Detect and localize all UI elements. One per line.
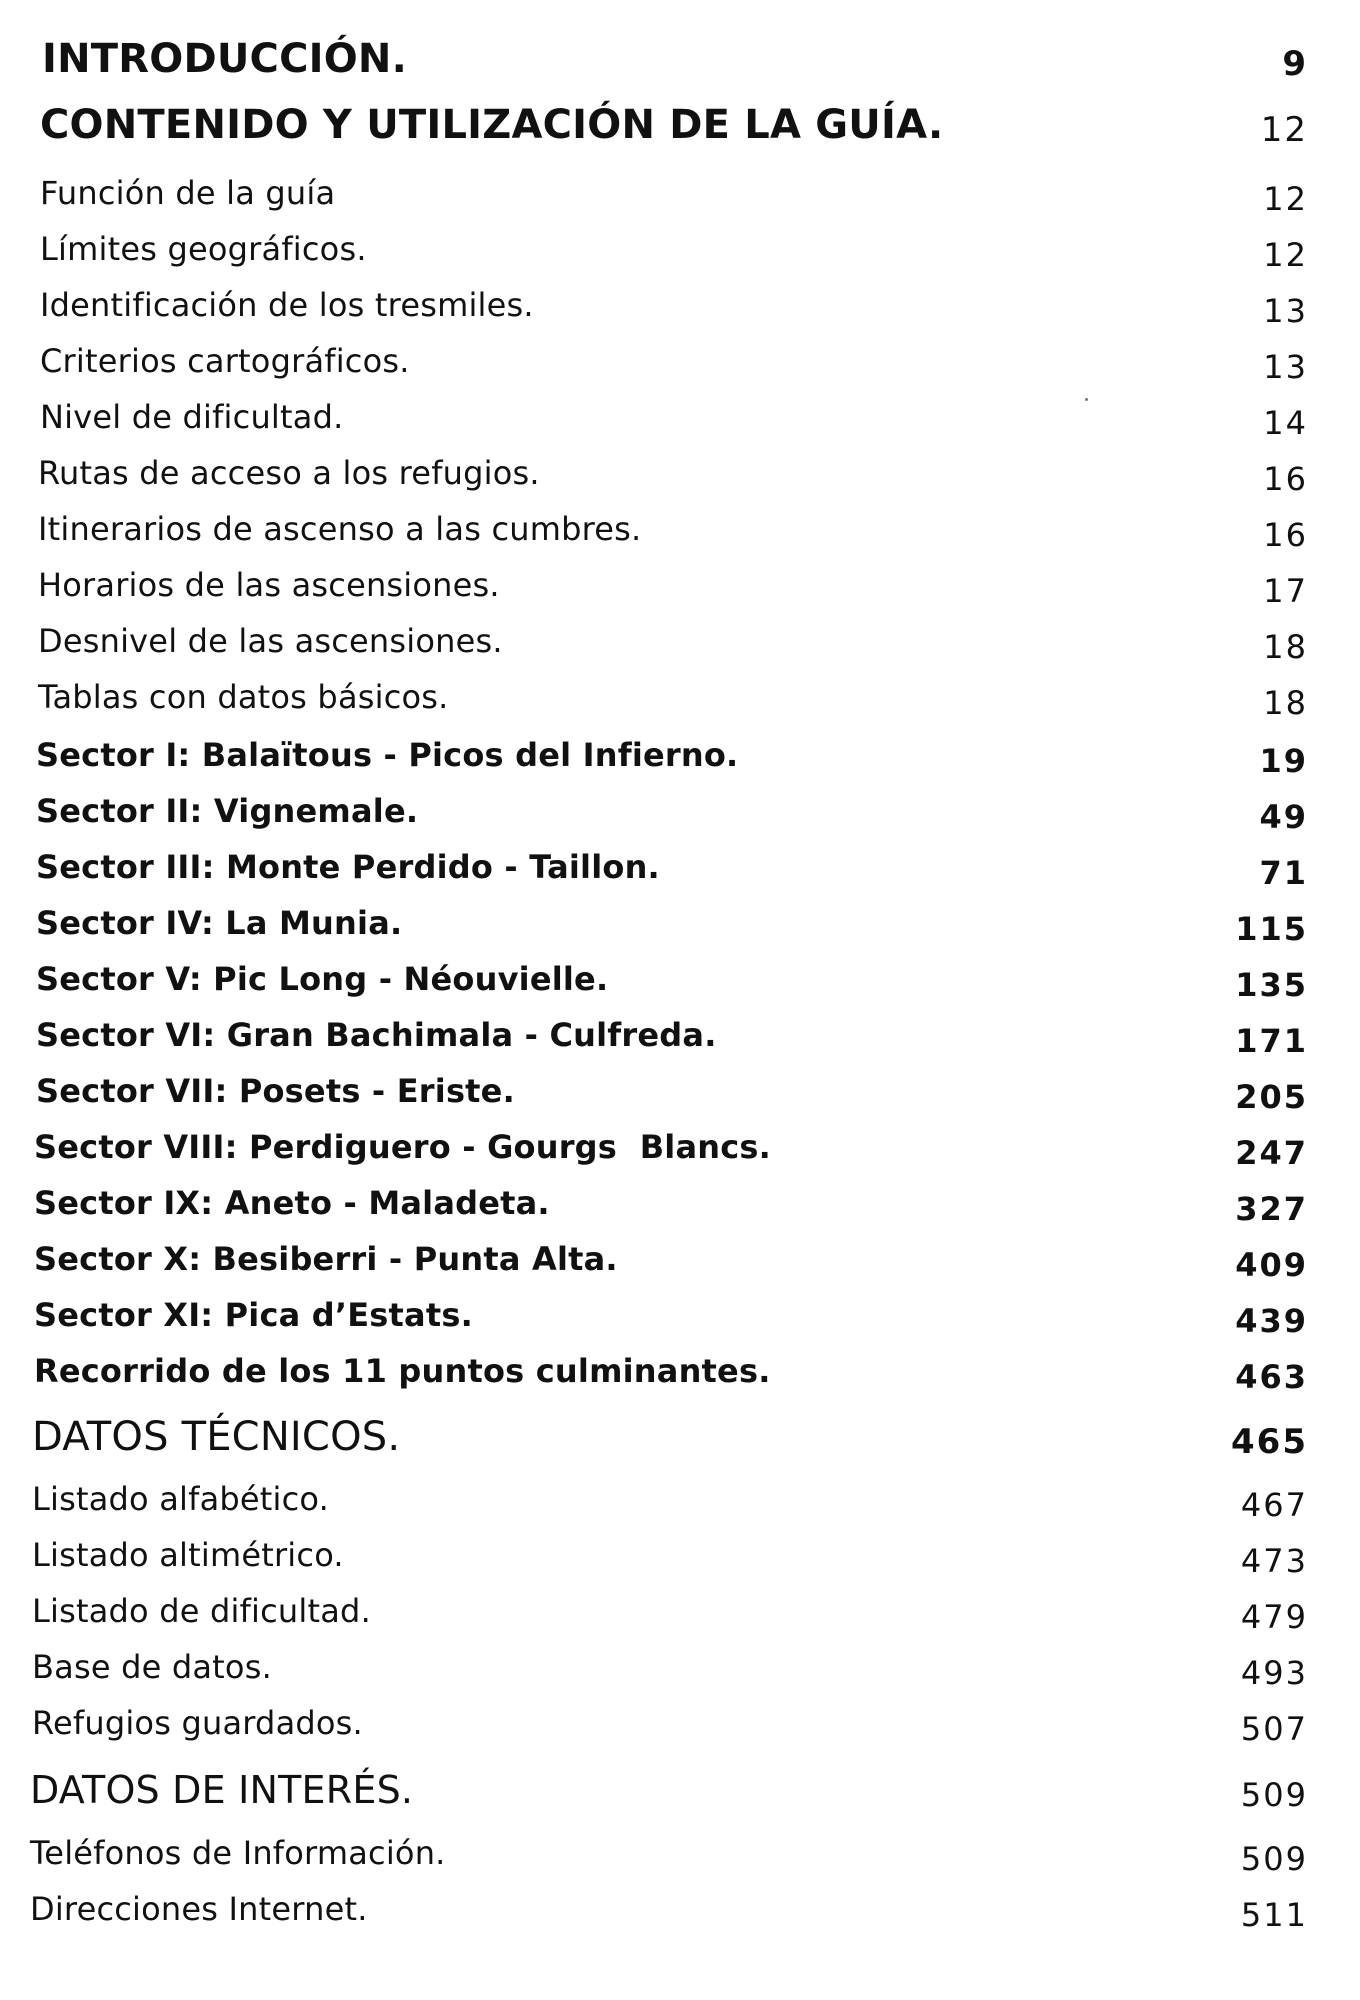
toc-entry-sector-11 [0, 1292, 1360, 1342]
toc-entry-title: Listado de dificultad. [32, 1592, 371, 1630]
toc-entry-rutas [0, 450, 1360, 500]
toc-entry-page: 511 [1240, 1896, 1308, 1934]
toc-entry-page: 19 [1259, 742, 1308, 780]
toc-entry-title: Listado alfabético. [32, 1480, 330, 1518]
toc-entry-title: Sector VI: Gran Bachimala - Culfreda. [36, 1016, 717, 1054]
toc-entry-title: Direcciones Internet. [30, 1890, 368, 1928]
scan-speck [1085, 398, 1088, 401]
toc-entry-limites [0, 226, 1360, 276]
toc-entry-page: 247 [1235, 1134, 1308, 1172]
toc-entry-page: 509 [1240, 1840, 1308, 1878]
toc-entry-page: 18 [1263, 628, 1308, 666]
toc-entry-page: 14 [1263, 404, 1308, 442]
toc-entry-page: 49 [1259, 798, 1308, 836]
toc-entry-title: Refugios guardados. [32, 1704, 363, 1742]
toc-entry-sector-7 [0, 1068, 1360, 1118]
toc-entry-title: Sector I: Balaïtous - Picos del Infierno. [36, 736, 739, 774]
toc-entry-page: 327 [1235, 1190, 1308, 1228]
toc-entry-page: 18 [1263, 684, 1308, 722]
toc-entry-title: Sector VIII: Perdiguero - Gourgs Blancs. [34, 1128, 772, 1166]
toc-entry-direcciones [0, 1886, 1360, 1936]
toc-entry-listado-dificultad [0, 1588, 1360, 1638]
toc-entry-page: 115 [1235, 910, 1308, 948]
toc-entry-page: 205 [1235, 1078, 1308, 1116]
toc-entry-sector-4 [0, 900, 1360, 950]
toc-entry-page: 463 [1235, 1358, 1308, 1396]
toc-entry-telefonos [0, 1830, 1360, 1880]
toc-entry-title: INTRODUCCIÓN. [42, 36, 408, 82]
toc-entry-nivel [0, 394, 1360, 444]
toc-entry-datos-interes [0, 1762, 1360, 1818]
toc-entry-page: 17 [1263, 572, 1308, 610]
toc-entry-listado-altimetrico [0, 1532, 1360, 1582]
toc-entry-title: Itinerarios de ascenso a las cumbres. [38, 510, 642, 548]
toc-entry-page: 507 [1240, 1710, 1308, 1748]
toc-entry-base-datos [0, 1644, 1360, 1694]
toc-entry-identificacion [0, 282, 1360, 332]
toc-entry-page: 465 [1231, 1422, 1308, 1462]
toc-entry-title: Criterios cartográficos. [40, 342, 410, 380]
toc-entry-sector-5 [0, 956, 1360, 1006]
toc-entry-criterios [0, 338, 1360, 388]
toc-entry-title: Límites geográficos. [40, 230, 367, 268]
toc-entry-page: 171 [1235, 1022, 1308, 1060]
toc-entry-sector-1 [0, 732, 1360, 782]
toc-entry-title: Rutas de acceso a los refugios. [38, 454, 540, 492]
toc-entry-sector-10 [0, 1236, 1360, 1286]
toc-entry-sector-3 [0, 844, 1360, 894]
toc-entry-tablas [0, 674, 1360, 724]
toc-entry-listado-alfabetico [0, 1476, 1360, 1526]
toc-entry-title: Sector IX: Aneto - Maladeta. [34, 1184, 550, 1222]
toc-entry-title: Sector II: Vignemale. [36, 792, 419, 830]
toc-entry-title: Listado altimétrico. [32, 1536, 344, 1574]
toc-entry-title: Sector V: Pic Long - Néouvielle. [36, 960, 609, 998]
toc-entry-page: 71 [1259, 854, 1308, 892]
toc-entry-page: 9 [1282, 44, 1308, 84]
toc-entry-title: DATOS DE INTERÉS. [30, 1768, 414, 1812]
toc-entry-page: 16 [1263, 460, 1308, 498]
toc-entry-introduccion [0, 30, 1360, 86]
toc-entry-itinerarios [0, 506, 1360, 556]
toc-entry-sector-6 [0, 1012, 1360, 1062]
toc-entry-page: 509 [1240, 1776, 1308, 1814]
toc-entry-title: Horarios de las ascensiones. [38, 566, 500, 604]
toc-entry-page: 12 [1263, 236, 1308, 274]
toc-entry-page: 467 [1240, 1486, 1308, 1524]
toc-entry-sector-9 [0, 1180, 1360, 1230]
toc-entry-title: CONTENIDO Y UTILIZACIÓN DE LA GUÍA. [40, 102, 944, 148]
toc-entry-title: Sector X: Besiberri - Punta Alta. [34, 1240, 618, 1278]
toc-entry-recorrido [0, 1348, 1360, 1398]
toc-entry-title: Sector VII: Posets - Eriste. [36, 1072, 515, 1110]
toc-entry-funcion [0, 170, 1360, 220]
toc-entry-title: Sector XI: Pica d’Estats. [34, 1296, 473, 1334]
toc-entry-sector-8 [0, 1124, 1360, 1174]
toc-entry-page: 13 [1263, 292, 1308, 330]
toc-entry-contenido [0, 96, 1360, 152]
toc-entry-desnivel [0, 618, 1360, 668]
toc-entry-title: Tablas con datos básicos. [38, 678, 449, 716]
toc-entry-title: Sector III: Monte Perdido - Taillon. [36, 848, 660, 886]
toc-entry-page: 12 [1263, 180, 1308, 218]
toc-entry-page: 16 [1263, 516, 1308, 554]
toc-entry-title: Sector IV: La Munia. [36, 904, 403, 942]
toc-entry-title: DATOS TÉCNICOS. [32, 1414, 401, 1460]
toc-entry-sector-2 [0, 788, 1360, 838]
toc-entry-title: Teléfonos de Información. [30, 1834, 446, 1872]
toc-entry-page: 135 [1235, 966, 1308, 1004]
toc-entry-page: 473 [1240, 1542, 1308, 1580]
toc-entry-datos-tecnicos [0, 1408, 1360, 1464]
toc-entry-title: Identificación de los tresmiles. [40, 286, 534, 324]
toc-entry-title: Base de datos. [32, 1648, 272, 1686]
toc-entry-title: Función de la guía [40, 174, 336, 212]
toc-entry-page: 479 [1240, 1598, 1308, 1636]
toc-entry-page: 12 [1260, 110, 1308, 150]
toc-entry-title: Desnivel de las ascensiones. [38, 622, 503, 660]
toc-entry-page: 493 [1240, 1654, 1308, 1692]
toc-entry-page: 409 [1235, 1246, 1308, 1284]
toc-entry-refugios-guardados [0, 1700, 1360, 1750]
toc-entry-horarios [0, 562, 1360, 612]
toc-entry-title: Nivel de dificultad. [40, 398, 344, 436]
toc-entry-title: Recorrido de los 11 puntos culminantes. [34, 1352, 771, 1390]
toc-entry-page: 439 [1235, 1302, 1308, 1340]
toc-entry-page: 13 [1263, 348, 1308, 386]
